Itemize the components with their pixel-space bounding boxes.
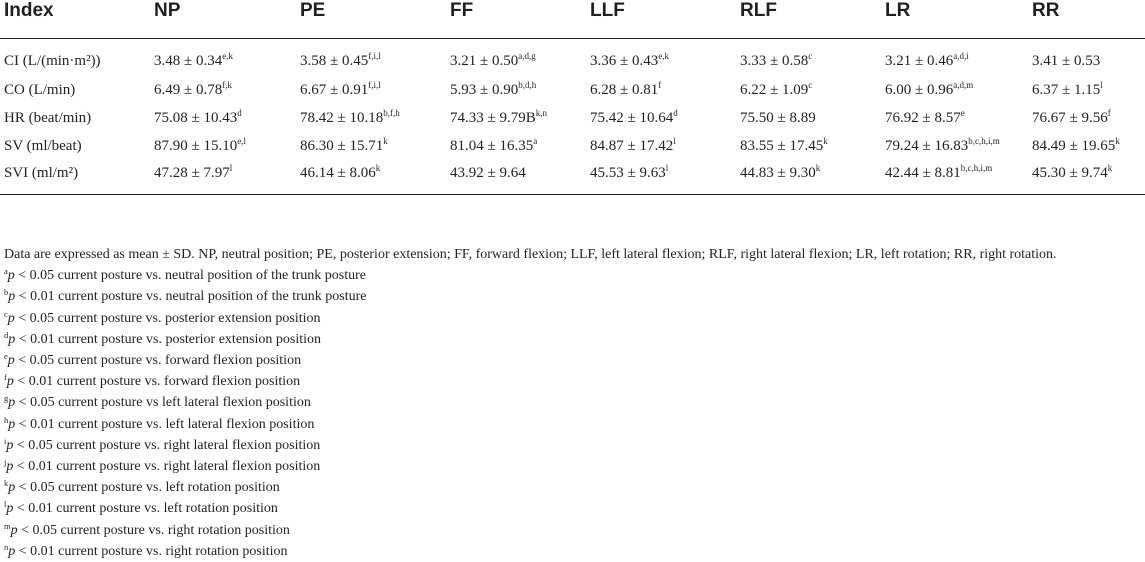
footnote-item (4, 371, 1142, 392)
cell-value: 3.21 ± 0.50 (450, 53, 519, 70)
cell-value: 76.67 ± 9.56 (1032, 109, 1108, 126)
cell-significance-marks: e,k (658, 51, 669, 62)
table-cell (1028, 104, 1145, 132)
footnote-mark: a (4, 266, 8, 277)
footnote-p-symbol: p (8, 331, 16, 347)
header-ff: FF (446, 0, 586, 38)
cell-value: 3.48 ± 0.34 (154, 53, 223, 70)
footnote-mark: n (4, 541, 9, 552)
cell-value: 45.30 ± 9.74 (1032, 165, 1108, 182)
footnote-p-symbol: p (10, 522, 18, 538)
footnote-text: < 0.05 current posture vs. right lateral flexion position (13, 437, 321, 453)
cell-significance-marks: k (1107, 163, 1113, 174)
footnote-text: < 0.01 current posture vs. right lateral flexion position (13, 459, 321, 475)
table-cell (881, 38, 1028, 76)
cell-value: 6.22 ± 1.09 (740, 81, 809, 98)
footnote-mark: d (4, 329, 9, 340)
footnote-item (4, 435, 1142, 456)
cell-value: 86.30 ± 15.71 (300, 137, 384, 154)
cell-significance-marks: c (808, 79, 813, 90)
cell-significance-marks: a,d,g (518, 51, 536, 62)
cell-value: 3.58 ± 0.45 (300, 53, 369, 70)
cell-significance-marks: k (375, 163, 381, 174)
footnote-text: < 0.05 current posture vs left lateral flexion position (15, 395, 311, 411)
footnote-item (4, 456, 1142, 477)
cell-significance-marks: b,d,h (518, 79, 537, 90)
table-header-row (0, 0, 1145, 38)
table-cell (296, 76, 446, 104)
table-cell (150, 132, 296, 160)
table-cell (296, 104, 446, 132)
cell-significance-marks: b,c,h,i,m (968, 135, 1000, 146)
table-cell (1028, 160, 1145, 194)
cell-value: 42.44 ± 8.81 (885, 165, 961, 182)
table-cell (1028, 132, 1145, 160)
table-cell (586, 38, 736, 76)
header-pe: PE (296, 0, 446, 38)
cell-significance-marks: e (960, 107, 965, 118)
footnote-mark: j (4, 457, 7, 468)
footnote-p-symbol: p (8, 480, 16, 496)
cell-value: 6.28 ± 0.81 (590, 81, 659, 98)
cell-value: 3.41 ± 0.53 (1032, 53, 1101, 70)
cell-value: 75.08 ± 10.43 (154, 109, 238, 126)
cell-significance-marks: f (1107, 107, 1111, 118)
footnote-item (4, 498, 1142, 519)
footnote-p-symbol: p (8, 543, 16, 559)
header-np: NP (150, 0, 296, 38)
footnote-mark: m (4, 520, 11, 531)
row-label: HR (beat/min) (4, 109, 92, 126)
table-row (0, 104, 1145, 132)
footnote-mark: g (4, 393, 9, 404)
table-cell (446, 76, 586, 104)
table-cell (586, 104, 736, 132)
cell-significance-marks: k (1115, 135, 1120, 146)
table-cell (446, 104, 586, 132)
footnote-text: < 0.01 current posture vs. neutral position of the trunk posture (15, 289, 367, 305)
footnote-text: < 0.01 current posture vs. left lateral flexion position (15, 416, 315, 432)
cell-value: 43.92 ± 9.64 (450, 165, 526, 182)
cell-value: 47.28 ± 7.97 (154, 165, 230, 182)
table-row (0, 160, 1145, 194)
header-lr: LR (881, 0, 1028, 38)
footnote-text: < 0.01 current posture vs. left rotation position (13, 501, 278, 517)
footnote-p-symbol: p (6, 459, 14, 475)
footnote-item (4, 541, 1142, 562)
footnote-text: < 0.01 current posture vs. forward flexion position (13, 374, 301, 390)
cell-value: 6.49 ± 0.78 (154, 81, 223, 98)
results-table (0, 0, 1145, 195)
cell-significance-marks: a,d,i (953, 51, 969, 62)
table-cell (881, 104, 1028, 132)
footnote-mark: f (4, 372, 7, 383)
footnote-mark: b (4, 287, 9, 298)
cell-value: 74.33 ± 9.79B (450, 109, 536, 126)
cell-value: 87.90 ± 15.10 (154, 137, 238, 154)
cell-significance-marks: e,l (237, 135, 246, 146)
table-cell (1028, 38, 1145, 76)
row-label: SVI (ml/m²) (0, 160, 150, 194)
footnote-item (4, 265, 1142, 286)
table-cell (736, 76, 881, 104)
cell-value: 75.42 ± 10.64 (590, 109, 674, 126)
footnote-p-symbol: p (8, 416, 16, 432)
cell-significance-marks: d (237, 107, 242, 118)
cell-significance-marks: f,i,l (368, 79, 381, 90)
cell-value: 83.55 ± 17.45 (740, 137, 824, 154)
cell-significance-marks: k (823, 135, 828, 146)
cell-significance-marks: e,k (222, 51, 233, 62)
cell-value: 6.00 ± 0.96 (885, 81, 954, 98)
footnote-text: < 0.05 current posture vs. posterior extension position (14, 310, 321, 326)
footnote-mark: i (4, 435, 7, 446)
table-row (0, 76, 1145, 104)
footnote-mark: e (4, 351, 8, 362)
table-body (0, 38, 1145, 194)
table-cell (296, 160, 446, 194)
cell-significance-marks: l (229, 163, 233, 174)
table-cell (150, 104, 296, 132)
cell-significance-marks: a,d,m (953, 79, 974, 90)
cell-value: 3.33 ± 0.58 (740, 53, 809, 70)
table-cell (446, 38, 586, 76)
cell-value: 6.37 ± 1.15 (1032, 81, 1101, 98)
table-row (0, 38, 1145, 76)
footnote-item (4, 477, 1142, 498)
footnote-p-symbol: p (6, 374, 14, 390)
table-cell (446, 160, 586, 194)
footnote-item (4, 286, 1142, 307)
cell-significance-marks: k (383, 135, 388, 146)
footnote-item (4, 329, 1142, 350)
table-cell (736, 38, 881, 76)
cell-value: 78.42 ± 10.18 (300, 109, 384, 126)
footnote-text: < 0.05 current posture vs. neutral position of the trunk posture (14, 268, 366, 284)
cell-value: 79.24 ± 16.83 (885, 137, 969, 154)
cell-value: 84.49 ± 19.65 (1032, 137, 1116, 154)
cell-value: 3.21 ± 0.46 (885, 53, 954, 70)
cell-value: 75.50 ± 8.89 (740, 109, 816, 126)
footnote-text: < 0.05 current posture vs. left rotation position (15, 480, 280, 496)
cell-value: 3.36 ± 0.43 (590, 53, 659, 70)
footnote-intro: Data are expressed as mean ± SD. NP, neutral position; PE, posterior extension; FF, forward flexion; LLF, left lateral flexion; RLF, right lateral flexion; LR, left rotation; RR, right rotation. (4, 247, 1057, 262)
cell-value: 76.92 ± 8.57 (885, 109, 961, 126)
cell-value: 81.04 ± 16.35 (450, 137, 534, 154)
footnote-item (4, 392, 1142, 413)
footnote-list (4, 265, 1142, 562)
footnote-mark: h (4, 414, 9, 425)
footnote-text: < 0.01 current posture vs. posterior extension position (15, 331, 321, 347)
cell-significance-marks: f,i,l (368, 51, 381, 62)
table-cell (586, 76, 736, 104)
cell-significance-marks: f,k (222, 79, 232, 90)
table-cell (150, 76, 296, 104)
cell-significance-marks: l (673, 135, 676, 146)
table-cell (296, 38, 446, 76)
cell-value: 84.87 ± 17.42 (590, 137, 674, 154)
table-row (0, 132, 1145, 160)
table-cell (586, 132, 736, 160)
footnote-p-symbol: p (6, 437, 14, 453)
table-cell (881, 160, 1028, 194)
table-cell (881, 132, 1028, 160)
table-cell (586, 160, 736, 194)
row-label: CI (L/(min·m²)) (4, 53, 101, 70)
table-cell (446, 132, 586, 160)
row-label: CO (L/min) (4, 81, 76, 98)
cell-significance-marks: f (658, 79, 662, 90)
cell-significance-marks: k,n (535, 107, 547, 118)
cell-significance-marks: a (533, 135, 538, 146)
cell-significance-marks: d (673, 107, 678, 118)
cell-significance-marks: b,c,h,i,m (960, 163, 993, 174)
footnote-p-symbol: p (8, 395, 16, 411)
table-cell (881, 76, 1028, 104)
footnote-p-symbol: p (6, 501, 14, 517)
footnote-p-symbol: p (8, 289, 16, 305)
footnote-text: < 0.05 current posture vs. right rotation position (17, 522, 290, 538)
row-label: SV (ml/beat) (4, 137, 82, 154)
cell-significance-marks: c (808, 51, 813, 62)
cell-significance-marks: l (1100, 79, 1103, 90)
footnote-p-symbol: p (7, 268, 15, 284)
cell-significance-marks: k (815, 163, 821, 174)
cell-value: 5.93 ± 0.90 (450, 81, 519, 98)
footnote-item (4, 350, 1142, 371)
table-footnotes (4, 244, 1142, 562)
footnote-item (4, 520, 1142, 541)
footnote-p-symbol: p (7, 310, 15, 326)
footnote-item (4, 308, 1142, 329)
cell-value: 44.83 ± 9.30 (740, 165, 816, 182)
table-cell (296, 132, 446, 160)
cell-significance-marks: b,f,h (383, 107, 400, 118)
header-index: Index (0, 0, 150, 38)
table-cell (736, 160, 881, 194)
table-cell (150, 160, 296, 194)
header-rlf: RLF (736, 0, 881, 38)
footnote-mark: k (4, 478, 9, 489)
table-cell (150, 38, 296, 76)
footnote-p-symbol: p (7, 353, 15, 369)
footnote-item (4, 414, 1142, 435)
footnote-text: < 0.05 current posture vs. forward flexion position (14, 353, 302, 369)
table-cell (1028, 76, 1145, 104)
footnote-text: < 0.01 current posture vs. right rotation position (15, 543, 288, 559)
footnote-mark: l (4, 499, 7, 510)
cell-value: 6.67 ± 0.91 (300, 81, 369, 98)
table-cell (736, 104, 881, 132)
cell-value: 46.14 ± 8.06 (300, 165, 376, 182)
header-llf: LLF (586, 0, 736, 38)
header-rr: RR (1028, 0, 1145, 38)
cell-significance-marks: l (665, 163, 669, 174)
table-cell (736, 132, 881, 160)
cell-value: 45.53 ± 9.63 (590, 165, 666, 182)
footnote-mark: c (4, 308, 8, 319)
